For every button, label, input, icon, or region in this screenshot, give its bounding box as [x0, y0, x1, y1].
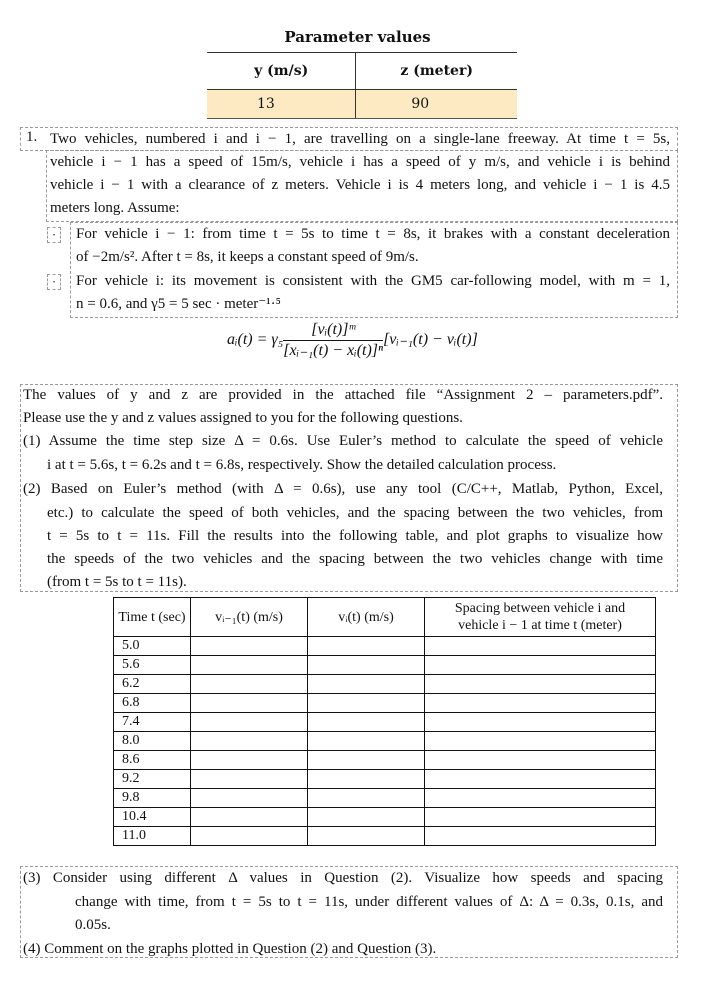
header-spacing [425, 598, 656, 637]
leader-speed-cell [191, 770, 308, 789]
follower-speed-cell [308, 770, 425, 789]
header-z: z (meter) [356, 53, 517, 90]
follower-speed-cell [308, 713, 425, 732]
table-row [114, 675, 656, 694]
results-table [113, 597, 656, 846]
assumption-line: For vehicle i: its movement is consistent with the GM5 car-following model, with m = 1, [76, 273, 670, 289]
time-cell: 8.0 [114, 732, 191, 751]
bullet-icon: · [47, 227, 61, 243]
time-cell: 7.4 [114, 713, 191, 732]
table-row [114, 694, 656, 713]
value-y: 13 [207, 90, 356, 119]
table-row [114, 732, 656, 751]
formula-denominator: [xᵢ₋₁(t) − xᵢ(t)]ⁿ [283, 342, 384, 359]
question-line: 0.05s. [75, 917, 111, 933]
spacing-cell [425, 789, 656, 808]
leader-speed-cell [191, 827, 308, 846]
parameter-table [207, 52, 517, 119]
instruction-line: The values of y and z are provided in the attached file “Assignment 2 – parameters.pdf”. [23, 387, 663, 403]
question-line: (4) Comment on the graphs plotted in Question (2) and Question (3). [23, 941, 437, 957]
table-row [114, 789, 656, 808]
spacing-cell [425, 751, 656, 770]
bullet-icon: · [47, 274, 61, 290]
header-leader-speed: vᵢ₋₁(t) (m/s) [191, 598, 308, 637]
time-cell: 6.8 [114, 694, 191, 713]
instruction-line: (2) Based on Euler’s method (with Δ = 0.6s), use any tool (C/C++, Matlab, Python, Excel, [23, 481, 663, 497]
leader-speed-cell [191, 675, 308, 694]
table-row [114, 770, 656, 789]
spacing-cell [425, 827, 656, 846]
spacing-cell [425, 808, 656, 827]
instruction-line: Please use the y and z values assigned to you for the following questions. [23, 410, 463, 426]
assumption-line: n = 0.6, and γ5 = 5 sec · meter⁻¹·⁵ [76, 296, 281, 312]
leader-speed-cell [191, 637, 308, 656]
time-cell: 6.2 [114, 675, 191, 694]
instruction-line: (1) Assume the time step size Δ = 0.6s. Use Euler’s method to calculate the speed of vehicle [23, 433, 663, 449]
leader-speed-cell [191, 713, 308, 732]
follower-speed-cell [308, 827, 425, 846]
time-cell: 9.8 [114, 789, 191, 808]
header-spacing-line2: vehicle i − 1 at time t (meter) [458, 618, 622, 633]
question-line: (3) Consider using different Δ values in Question (2). Visualize how speeds and spacing [23, 870, 663, 886]
leader-speed-cell [191, 789, 308, 808]
leader-speed-cell [191, 732, 308, 751]
formula-rhs: [vᵢ₋₁(t) − vᵢ(t)] [383, 331, 478, 349]
follower-speed-cell [308, 789, 425, 808]
instruction-line: i at t = 5.6s, t = 6.2s and t = 6.8s, respectively. Show the detailed calculation process. [47, 457, 557, 473]
question1-line: Two vehicles, numbered i and i − 1, are travelling on a single-lane freeway. At time t = 5s, [50, 131, 670, 147]
spacing-cell [425, 656, 656, 675]
spacing-cell [425, 770, 656, 789]
value-z: 90 [356, 90, 517, 119]
formula-fraction [283, 320, 383, 361]
parameter-values-title: Parameter values [284, 28, 431, 46]
follower-speed-cell [308, 694, 425, 713]
follower-speed-cell [308, 656, 425, 675]
spacing-cell [425, 694, 656, 713]
header-y: y (m/s) [207, 53, 356, 90]
time-cell: 11.0 [114, 827, 191, 846]
question1-line: vehicle i − 1 with a clearance of z meters. Vehicle i is 4 meters long, and vehicle i − 1 is 4.5 [50, 177, 670, 193]
instruction-line: the speeds of the two vehicles and the spacing between the two vehicles change with time [47, 551, 663, 567]
follower-speed-cell [308, 751, 425, 770]
time-cell: 9.2 [114, 770, 191, 789]
assumption-line: For vehicle i − 1: from time t = 5s to time t = 8s, it brakes with a constant deceleration [76, 226, 670, 242]
follower-speed-cell [308, 675, 425, 694]
question1-line: meters long. Assume: [50, 200, 180, 216]
question1-number: 1. [26, 129, 38, 145]
spacing-cell [425, 713, 656, 732]
header-follower-speed: vᵢ(t) (m/s) [308, 598, 425, 637]
table-row [114, 713, 656, 732]
time-cell: 10.4 [114, 808, 191, 827]
gm5-formula [227, 320, 478, 361]
table-row [114, 808, 656, 827]
leader-speed-cell [191, 694, 308, 713]
table-row [114, 751, 656, 770]
follower-speed-cell [308, 637, 425, 656]
header-time: Time t (sec) [114, 598, 191, 637]
header-spacing-line1: Spacing between vehicle i and [454, 601, 626, 616]
instruction-line: etc.) to calculate the speed of both vehicles, and the spacing between the two vehicles, from [47, 505, 663, 521]
leader-speed-cell [191, 656, 308, 675]
spacing-cell [425, 732, 656, 751]
leader-speed-cell [191, 751, 308, 770]
formula-lhs: aᵢ(t) = γ₅ [227, 331, 284, 349]
time-cell: 5.0 [114, 637, 191, 656]
table-row [114, 656, 656, 675]
instruction-line: t = 5s to t = 11s. Fill the results into the following table, and plot graphs to visualize how [47, 528, 663, 544]
spacing-cell [425, 675, 656, 694]
formula-numerator: [vᵢ(t)]ᵐ [283, 320, 383, 341]
instruction-line: (from t = 5s to t = 11s). [47, 574, 187, 590]
question1-line: vehicle i − 1 has a speed of 15m/s, vehicle i has a speed of y m/s, and vehicle i is behind [50, 154, 670, 170]
follower-speed-cell [308, 808, 425, 827]
question-line: change with time, from t = 5s to t = 11s, under different values of Δ: Δ = 0.3s, 0.1s, and [75, 894, 663, 910]
leader-speed-cell [191, 808, 308, 827]
table-row [114, 827, 656, 846]
follower-speed-cell [308, 732, 425, 751]
time-cell: 5.6 [114, 656, 191, 675]
spacing-cell [425, 637, 656, 656]
time-cell: 8.6 [114, 751, 191, 770]
table-row [114, 637, 656, 656]
assumption-line: of −2m/s². After t = 8s, it keeps a constant speed of 9m/s. [76, 249, 419, 265]
